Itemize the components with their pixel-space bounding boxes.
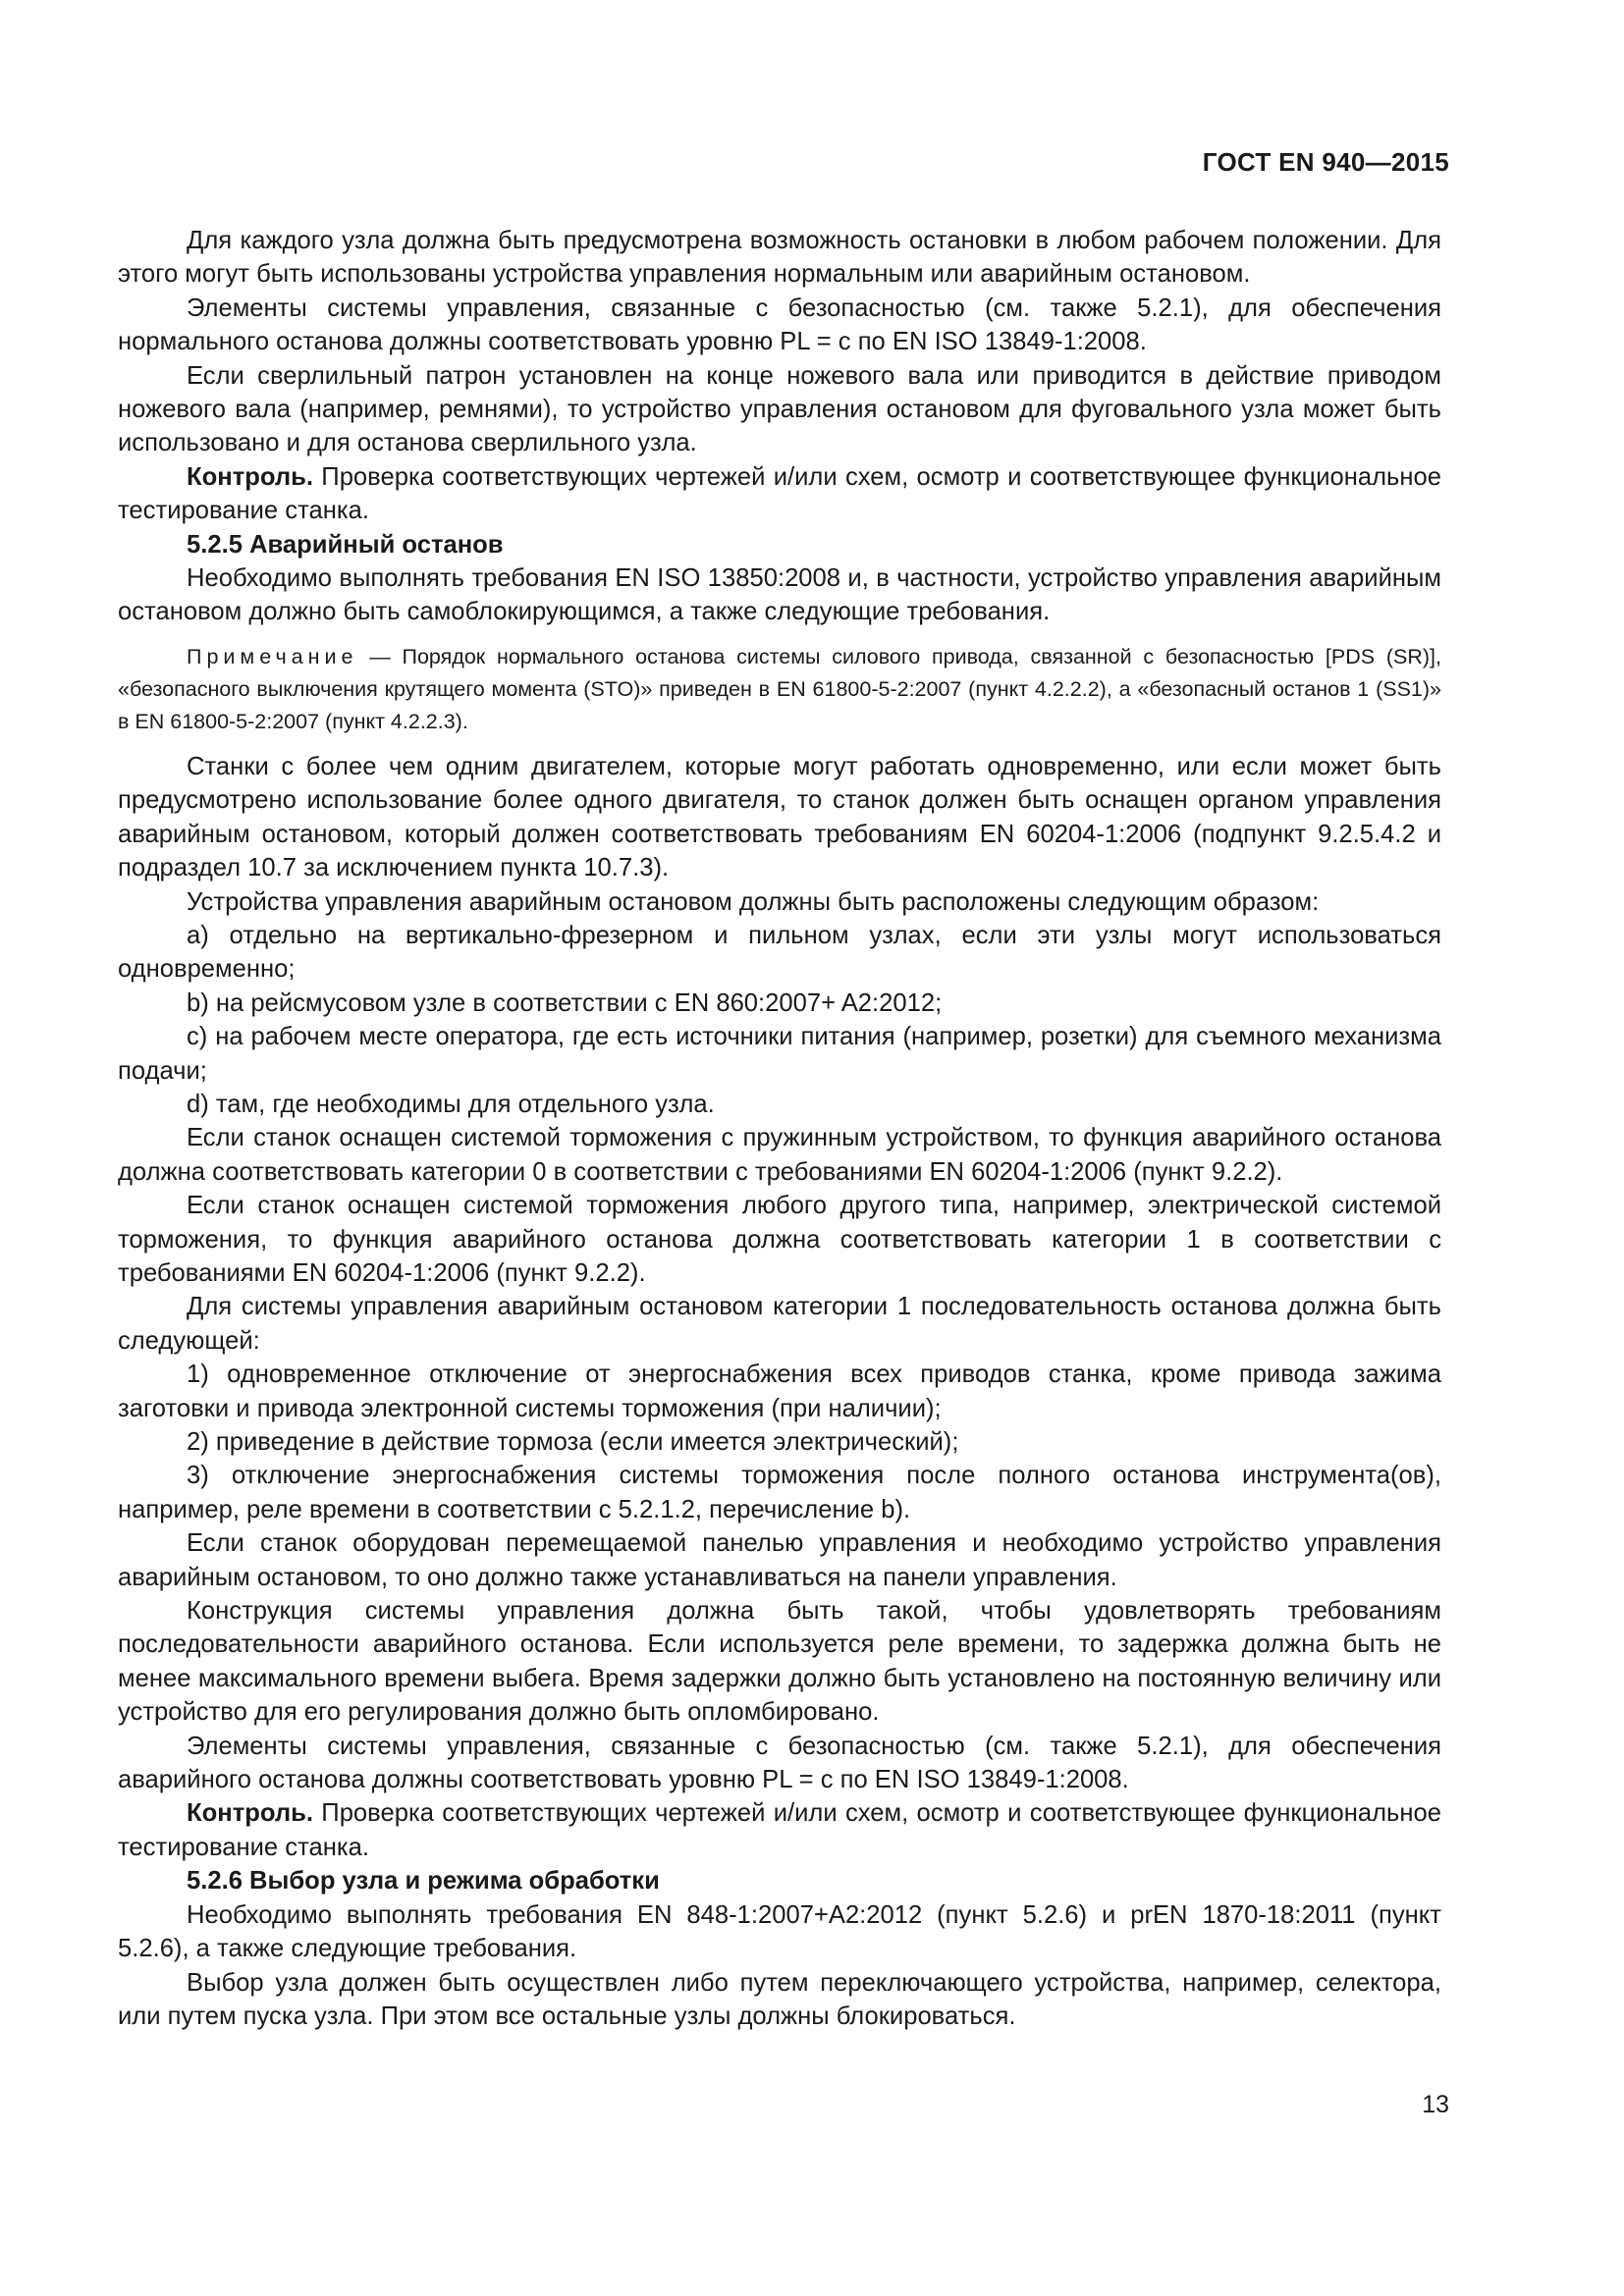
list-item: 2) приведение в действие тормоза (если имеется электрический); (187, 1428, 959, 1456)
paragraph: Если станок оснащен системой торможения любого другого типа, например, электрической системой торможения, то функция аварийного останова должна соответствовать категории 1 в соответствии с требованиями EN 60204-1:2006 (пункт 9.2.2). (118, 1192, 1441, 1287)
note-label: Примечание (187, 644, 358, 668)
control-keyword: Контроль. (187, 462, 313, 491)
list-item: c) на рабочем месте оператора, где есть источники питания (например, розетки) для съемного механизма подачи; (118, 1023, 1441, 1085)
note (118, 641, 1441, 738)
paragraph: Необходимо выполнять требования EN 848-1:2007+A2:2012 (пункт 5.2.6) и prEN 1870-18:2011 (пункт 5.2.6), а также следующие требования. (118, 1900, 1441, 1963)
list-item: 1) одновременное отключение от энергоснабжения всех приводов станка, кроме привода зажима заготовки и привода электронной системы торможения (при наличии); (118, 1361, 1441, 1422)
list-item: 3) отключение энергоснабжения системы торможения после полного останова инструмента(ов), например, реле времени в соответствии с 5.2.1.2, перечисление b). (118, 1462, 1441, 1523)
note-text: — Порядок нормального останова системы силового привода, связанной с безопасностью [PDS (SR)], «безопасного выключения крутящего момента (STO)» приведен в EN 61800-5-2:2007 (пункт 4.2.2.2), а «безопасный останов 1 (SS1)» в EN 61800-5-2:2007 (пункт 4.2.2.3). (118, 644, 1441, 733)
paragraph (118, 460, 1441, 528)
paragraph-text: Проверка соответствующих чертежей и/или схем, осмотр и соответствующее функциональное тестирование станка. (118, 1799, 1441, 1861)
paragraph: Если станок оснащен системой торможения с пружинным устройством, то функция аварийного останова должна соответствовать категории 0 в соответствии с требованиями EN 60204-1:2006 (пункт 9.2.2). (118, 1124, 1441, 1186)
paragraph: Если станок оборудован перемещаемой панелью управления и необходимо устройство управления аварийным остановом, то оно должно также устанавливаться на панели управления. (118, 1529, 1441, 1591)
paragraph (118, 1796, 1441, 1864)
control-keyword: Контроль. (187, 1799, 313, 1828)
paragraph-text: Проверка соответствующих чертежей и/или схем, осмотр и соответствующее функциональное тестирование станка. (118, 462, 1441, 525)
paragraph: Элементы системы управления, связанные с безопасностью (см. также 5.2.1), для обеспечения нормального останова должны соответствовать уровню PL = c по EN ISO 13849-1:2008. (118, 294, 1441, 356)
paragraph: Конструкция системы управления должна быть такой, чтобы удовлетворять требованиям последовательности аварийного останова. Если используется реле времени, то задержка должна быть не менее максимального времени выбега. Время задержки должно быть установлено на постоянную величину или устройство для его регулирования должно быть опломбировано. (118, 1597, 1441, 1727)
paragraph: Выбор узла должен быть осуществлен либо путем переключающего устройства, например, селектора, или путем пуска узла. При этом все остальные узлы должны блокироваться. (118, 1968, 1441, 2030)
document-header: ГОСТ EN 940—2015 (1202, 147, 1449, 177)
list-item: a) отдельно на вертикально-фрезерном и пильном узлах, если эти узлы могут использоваться одновременно; (118, 921, 1441, 984)
paragraph: Устройства управления аварийным остановом должны быть расположены следующим образом: (187, 887, 1320, 916)
section-heading: 5.2.5 Аварийный останов (187, 530, 504, 559)
document-body (118, 224, 1441, 2033)
paragraph: Для системы управления аварийным остановом категории 1 последовательность останова должна быть следующей: (118, 1293, 1441, 1355)
section-heading: 5.2.6 Выбор узла и режима обработки (187, 1867, 660, 1896)
list-item: b) на рейсмусовом узле в соответствии с EN 860:2007+ A2:2012; (187, 988, 943, 1017)
paragraph: Элементы системы управления, связанные с безопасностью (см. также 5.2.1), для обеспечения аварийного останова должны соответствовать уровню PL = c по EN ISO 13849-1:2008. (118, 1732, 1441, 1794)
list-item: d) там, где необходимы для отдельного узла. (187, 1090, 715, 1118)
paragraph: Для каждого узла должна быть предусмотрена возможность остановки в любом рабочем положении. Для этого могут быть использованы устройства управления нормальным или аварийным остановом. (118, 227, 1441, 289)
paragraph: Если сверлильный патрон установлен на конце ножевого вала или приводится в действие приводом ножевого вала (например, ремнями), то устройство управления остановом для фуговального узла может быть использовано и для останова сверлильного узла. (118, 361, 1441, 457)
page-number: 13 (1422, 2091, 1449, 2118)
paragraph: Станки с более чем одним двигателем, которые могут работать одновременно, или если может быть предусмотрено использование более одного двигателя, то станок должен быть оснащен органом управления аварийным остановом, который должен соответствовать требованиям EN 60204-1:2006 (подпункт 9.2.5.4.2 и подраздел 10.7 за исключением пункта 10.7.3). (118, 752, 1441, 882)
paragraph: Необходимо выполнять требования EN ISO 13850:2008 и, в частности, устройство управления аварийным остановом должно быть самоблокирующимся, а также следующие требования. (118, 564, 1441, 626)
